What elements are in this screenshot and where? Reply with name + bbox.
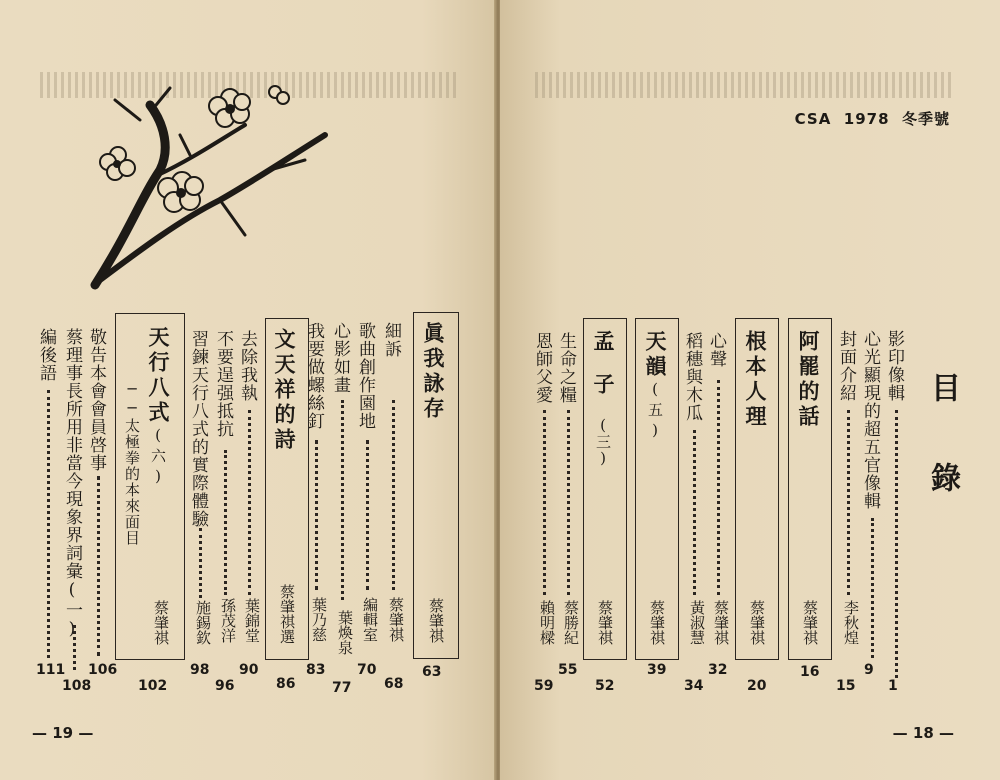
section-title-wentianxiang: 文天祥的詩 [272, 328, 297, 453]
right-page [500, 0, 1000, 780]
toc-entry-title[interactable]: 歌曲創作園地 [355, 322, 375, 430]
toc-entry-author: 編輯室 [361, 597, 379, 642]
section-author-aba: 蔡肇祺 [801, 600, 819, 645]
dot-leader [341, 400, 344, 600]
page-number-wentianxiang: 86 [276, 676, 296, 692]
toc-entry-page: 111 [36, 662, 66, 678]
dot-leader [73, 625, 76, 670]
dot-leader [366, 440, 369, 590]
section-title-aba: 阿罷的話 [796, 330, 821, 430]
toc-entry-author: 葉煥泉 [336, 610, 354, 655]
dot-leader [97, 476, 100, 656]
toc-entry-title[interactable]: 心光顯現的超五官像輯 [860, 330, 880, 510]
dot-leader [895, 410, 898, 678]
toc-entry-author: 黃淑慧 [688, 600, 706, 645]
toc-entry-title[interactable]: 去除我執 [237, 330, 257, 402]
page-number-zhenwo: 63 [422, 664, 442, 680]
toc-entry-page: 83 [306, 662, 326, 678]
toc-entry-title[interactable]: 細訴 [381, 322, 401, 358]
toc-entry-author: 葉錦堂 [243, 598, 261, 643]
page-folio-left: — 19 — [32, 724, 94, 742]
toc-entry-title[interactable]: 敬告本會會員啓事 [86, 328, 106, 472]
toc-entry-author: 蔡肇祺 [712, 600, 730, 645]
toc-entry-title[interactable]: 習鍊天行八式的實際體驗 [188, 330, 208, 528]
toc-entry-page: 55 [558, 662, 578, 678]
toc-entry-title[interactable]: 心聲 [706, 332, 726, 368]
toc-entry-title[interactable]: 編後語 [36, 328, 56, 382]
toc-entry-author: 賴明樑 [538, 600, 556, 645]
toc-entry-title[interactable]: 不要逞强抵抗 [213, 330, 233, 438]
toc-entry-title[interactable]: 恩師父愛 [532, 332, 552, 404]
toc-entry-page: 77 [332, 680, 352, 696]
section-title-genben: 根本人理 [743, 330, 768, 430]
section-subtitle-tianxing: ──太極拳的本來面目 [123, 380, 141, 546]
page-folio-right: — 18 — [892, 724, 954, 742]
toc-entry-page: 32 [708, 662, 728, 678]
section-author-genben: 蔡肇祺 [748, 600, 766, 645]
page-number-mengzi: 52 [595, 678, 615, 694]
dot-leader [224, 450, 227, 595]
dot-leader [248, 410, 251, 595]
header-ornament-band [535, 72, 955, 98]
section-author-tianyun: 蔡肇祺 [648, 600, 666, 645]
section-author-tianxing: 蔡肇祺 [152, 600, 170, 645]
page-number-tianyun: 39 [647, 662, 667, 678]
toc-entry-author: 孫茂洋 [219, 598, 237, 643]
toc-entry-page: 68 [384, 676, 404, 692]
left-page [0, 0, 496, 780]
dot-leader [47, 390, 50, 658]
toc-entry-author: 李秋煌 [842, 600, 860, 645]
dot-leader [717, 380, 720, 595]
dot-leader [199, 528, 202, 598]
section-author-mengzi: 蔡肇祺 [596, 600, 614, 645]
toc-entry-page: 70 [357, 662, 377, 678]
dot-leader [871, 518, 874, 658]
section-title-tianyun: 天韻(五) [643, 330, 668, 443]
toc-entry-page: 90 [239, 662, 259, 678]
toc-entry-page: 34 [684, 678, 704, 694]
plum-blossom-illustration [70, 80, 340, 290]
dot-leader [847, 410, 850, 595]
toc-entry-page: 9 [864, 662, 874, 678]
toc-entry-page: 96 [215, 678, 235, 694]
toc-entry-title[interactable]: 封面介紹 [836, 330, 856, 402]
toc-entry-author: 蔡勝紀 [562, 600, 580, 645]
dot-leader [567, 410, 570, 595]
toc-entry-author: 葉乃慈 [310, 597, 328, 642]
toc-entry-title[interactable]: 蔡理事長所用非當今現象界詞彙(一) [62, 328, 82, 640]
magazine-header: CSA 1978 冬季號 [794, 110, 950, 128]
dot-leader [392, 400, 395, 590]
page-number-genben: 20 [747, 678, 767, 694]
dot-leader [543, 410, 546, 595]
section-author-zhenwo: 蔡肇祺 [427, 598, 445, 643]
dot-leader [315, 440, 318, 590]
toc-entry-page: 108 [62, 678, 92, 694]
toc-heading: 目錄 [925, 372, 960, 552]
toc-entry-page: 106 [88, 662, 118, 678]
toc-entry-title[interactable]: 影印像輯 [884, 330, 904, 402]
page-number-aba: 16 [800, 664, 820, 680]
section-title-tianxing: 天行八式(六) [146, 326, 171, 489]
toc-entry-author: 施錫欽 [194, 600, 212, 645]
section-title-zhenwo: 眞我詠存 [421, 322, 446, 422]
dot-leader [693, 430, 696, 595]
toc-entry-title[interactable]: 我要做螺絲釘 [304, 322, 324, 430]
section-author-wentianxiang: 蔡肇祺選 [278, 584, 296, 644]
toc-entry-page: 59 [534, 678, 554, 694]
toc-entry-page: 1 [888, 678, 898, 694]
toc-entry-title[interactable]: 心影如畫 [330, 322, 350, 394]
toc-entry-author: 蔡肇祺 [387, 597, 405, 642]
toc-entry-page: 98 [190, 662, 210, 678]
toc-entry-title[interactable]: 生命之糧 [556, 332, 576, 404]
section-title-mengzi: 孟子(三) [591, 330, 616, 467]
toc-entry-page: 15 [836, 678, 856, 694]
toc-entry-title[interactable]: 稻穗與木瓜 [682, 332, 702, 422]
page-number-tianxing: 102 [138, 678, 168, 694]
